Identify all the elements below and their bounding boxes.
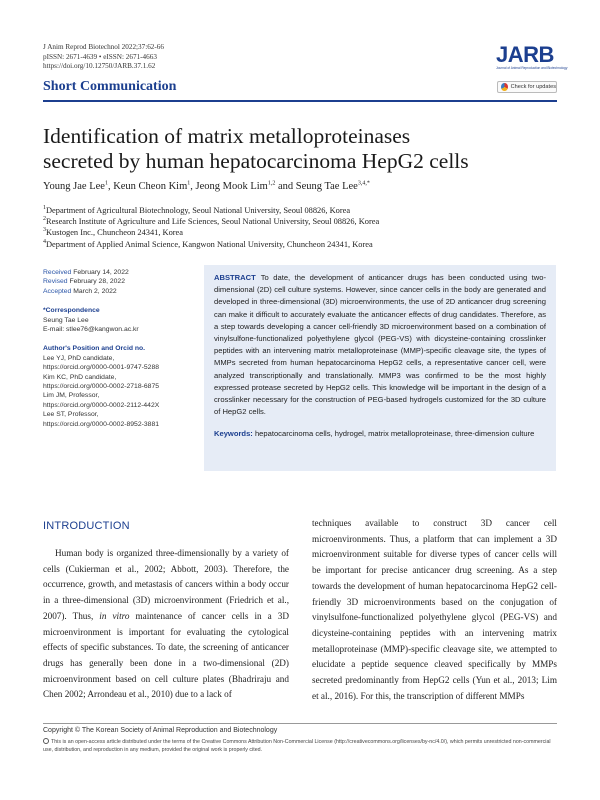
author-affiliation-mark: 3,4,* <box>357 180 370 187</box>
journal-reference: J Anim Reprod Biotechnol 2022;37:62-66 <box>43 43 164 51</box>
affiliation-text: Department of Applied Animal Science, Kangwon National University, Chuncheon 24341, Korea <box>46 239 373 249</box>
accepted-value: March 2, 2022 <box>73 287 117 295</box>
abstract-box <box>204 265 556 471</box>
footer-divider <box>43 723 557 724</box>
introduction-heading: INTRODUCTION <box>43 520 130 532</box>
affiliation-text: Kustogen Inc., Chuncheon 24341, Korea <box>46 228 183 238</box>
orcid-heading: Author's Position and Orcid no. <box>43 345 146 353</box>
author-name: Jeong Mook Lim <box>195 181 268 192</box>
intro-italic: in vitro <box>99 610 130 621</box>
article-title <box>43 124 563 174</box>
author-name: Young Jae Lee <box>43 181 105 192</box>
journal-logo <box>496 42 568 71</box>
copyright-notice: Copyright © The Korean Society of Animal Reproduction and Biotechnology <box>43 727 278 734</box>
header-divider <box>43 100 557 102</box>
article-info-sidebar <box>43 268 193 429</box>
crossmark-icon <box>501 83 508 91</box>
accepted-label: Accepted <box>43 287 72 295</box>
title-line-2: secreted by human hepatocarcinoma HepG2 cells <box>43 149 469 173</box>
affiliation-text: Research Institute of Agriculture and Life Sciences, Seoul National University, Seoul 08826, Korea <box>46 217 380 227</box>
received-date <box>43 268 193 277</box>
abstract-label: ABSTRACT <box>214 273 256 282</box>
intro-text-col2: techniques available to construct 3D cancer cell microenvironments. Thus, a platform that can implement a 3D microenvironment suitable for diverse types of cancer cells will be important for precise anticancer drug screening. As a step towards the development of human hepatocarcinoma HepG2 cell-friendly 3D microenvironments based on the conjugation of vinylsulfone-functionalized polyethylene glycol (PEG-VS) and dicysteine-containing peptides with an intervening matrix metalloproteinase (MMP)-specific cleavage site, we attempted to elucidate a peptide sequence cleaved specifically by MMPs secreted predominantly from HepG2 cells (Yun et al., 2013; Lim et al., 2016). For this, the transcription of different MMPs <box>312 518 557 701</box>
section-type: Short Communication <box>43 79 177 94</box>
check-for-updates-button[interactable] <box>497 81 557 93</box>
body-column-left <box>43 546 289 703</box>
orcid-link[interactable]: https://orcid.org/0000-0002-2112-442X <box>43 401 160 409</box>
affiliation-text: Department of Agricultural Biotechnology, Seoul National University, Seoul 08826, Korea <box>46 206 351 215</box>
logo-text: JARB <box>496 42 554 67</box>
body-column-right <box>312 516 557 704</box>
affiliation <box>43 227 379 238</box>
affiliation-list <box>43 205 379 250</box>
intro-text-part-1: Human body is organized three-dimensionally by a variety of cells (Cukierman et al., 2002; Abbott, 2003). Therefore, the occurrence, growth, and metastasis of cancers within a body occur in a three-dimensional (3D) microenvironment (Friedrich et al., 2007). Thus, <box>43 548 289 621</box>
correspondence-email[interactable]: E-mail: stlee76@kangwon.ac.kr <box>43 326 139 334</box>
orcid-link[interactable]: https://orcid.org/0000-0001-9747-5288 <box>43 364 160 372</box>
received-value: February 14, 2022 <box>73 269 129 276</box>
issn: pISSN: 2671-4639 • eISSN: 2671-4663 <box>43 52 157 61</box>
abstract-paragraph <box>214 272 546 418</box>
author-list <box>43 181 370 192</box>
author-name: Keun Cheon Kim <box>113 181 188 192</box>
revised-label: Revised <box>43 278 68 286</box>
orcid-link[interactable]: https://orcid.org/0000-0002-2718-6875 <box>43 383 160 391</box>
author-affiliation-mark: 1,2 <box>267 180 276 187</box>
keywords <box>214 428 546 440</box>
title-line-1: Identification of matrix metalloproteinases <box>43 124 411 148</box>
check-updates-label: Check for updates <box>510 84 556 90</box>
orcid-line: Kim KC, PhD candidate, <box>43 373 117 381</box>
correspondence-name: Seung Tae Lee <box>43 316 89 324</box>
affiliation-mark: 3 <box>43 227 46 234</box>
journal-meta <box>43 43 164 72</box>
creative-commons-icon <box>43 738 49 744</box>
affiliation <box>43 205 379 216</box>
author-affiliation-mark: 1 <box>104 180 108 187</box>
abstract-text: To date, the development of anticancer drugs has been conducted using two-dimensional (2D) cell culture systems. However, since cancer cells in the body are generated and developed in three-dimensional (3D) microenvironments, the use of 2D anticancer drug screening can make it difficult to accurately evaluate the anticancer effects of drug candidates. Therefore, as a step towards developing a cancer cell-friendly 3D microenvironment based on a combination of vinylsulfone-functionalized polyethylene glycol (PEG-VS) with dicysteine-containing crosslinker peptides with an intervening matrix metalloproteinase (MMP)-specific cleavage site, the types of MMPs secreted from human hepatocarcinoma HepG2 cells, a representative cancer cell, were analyzed transcriptionally and translationally. MMP3 was confirmed to be the most highly expressed protease secreted by HepG2 cells. This knowledge will be important in the design of a crosslinker necessary for the construction of PEG-based hydrogels customized for the 3D culture of HepG2 cells. <box>214 273 546 417</box>
orcid-line: Lee YJ, PhD candidate, <box>43 354 115 362</box>
logo-subtitle: Journal of Animal Reproduction and Biotechnology <box>496 66 568 70</box>
intro-text-part-2: maintenance of cancer cells in a 3D microenvironment is important for evaluating the cytological effects of specific substances. To date, the screening of anticancer drugs has generally been done in a two-dimensional (2D) microenvironment based on cell culture plates (Bhadriraju and Chen 2002; Arrondeau et al., 2010) due to a lack of <box>43 610 289 700</box>
author-name: Seung Tae Lee <box>295 181 358 192</box>
author-and: and <box>275 181 296 192</box>
author-separator: , <box>190 181 196 192</box>
affiliation-mark: 1 <box>43 205 46 212</box>
affiliation <box>43 216 379 227</box>
revised-value: February 28, 2022 <box>69 278 125 286</box>
affiliation <box>43 239 379 250</box>
affiliation-mark: 4 <box>43 238 46 245</box>
author-affiliation-mark: 1 <box>187 180 191 187</box>
keywords-text: hepatocarcinoma cells, hydrogel, matrix metalloproteinase, three-dimension culture <box>254 429 535 439</box>
revised-date <box>43 277 193 286</box>
orcid-line: Lim JM, Professor, <box>43 392 100 400</box>
license-text: This is an open-access article distributed under the terms of the Creative Commons Attribution Non-Commercial License (http://creativecommons.org/licenses/by-nc/4.0/), which permits unrestricted non-commercial use, distribution, and reproduction in any medium, provided the original work is properly cited. <box>43 739 551 753</box>
doi-link[interactable]: https://doi.org/10.12750/JARB.37.1.62 <box>43 62 156 71</box>
license-notice <box>43 738 558 754</box>
orcid-link[interactable]: https://orcid.org/0000-0002-8952-3881 <box>43 420 160 428</box>
author-separator: , <box>107 181 114 192</box>
affiliation-mark: 2 <box>43 216 46 223</box>
correspondence-heading: *Correspondence <box>43 307 100 315</box>
keywords-label: Keywords: <box>214 429 253 439</box>
orcid-line: Lee ST, Professor, <box>43 411 99 419</box>
received-label: Received <box>43 269 72 276</box>
accepted-date <box>43 287 193 296</box>
